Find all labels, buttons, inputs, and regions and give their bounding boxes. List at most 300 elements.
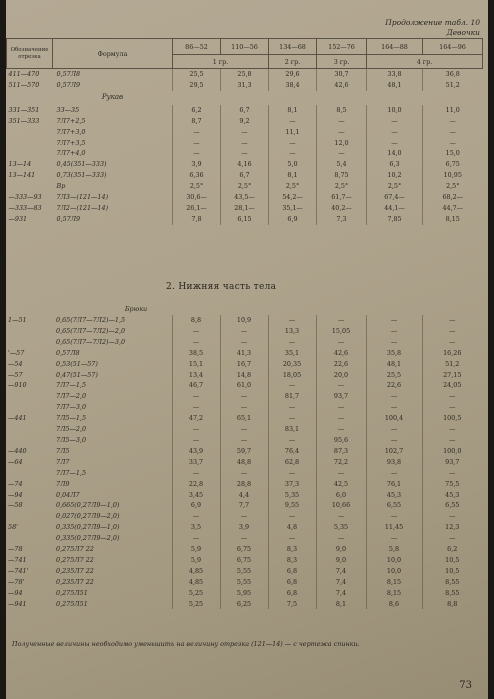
- value-cell: 10,66: [316, 500, 366, 511]
- table-row: [6, 315, 482, 326]
- value-cell: —: [172, 468, 220, 479]
- value-cell: 46,7: [172, 380, 220, 391]
- value-cell: —: [422, 402, 482, 413]
- value-cell: —: [366, 391, 422, 402]
- value-cell: —: [172, 511, 220, 522]
- value-cell: —: [316, 337, 366, 348]
- value-cell: 7,4: [316, 577, 366, 588]
- value-cell: 9,0: [316, 544, 366, 555]
- value-cell: 8,15: [366, 588, 422, 599]
- table-row: [7, 116, 483, 127]
- value-cell: —: [366, 326, 422, 337]
- value-cell: —: [172, 402, 220, 413]
- formula-cell: 0,04Л7: [56, 490, 80, 499]
- value-cell: 8,75: [317, 170, 367, 181]
- table-row: [6, 588, 482, 599]
- value-cell: 54,2—: [269, 192, 317, 203]
- value-cell: 51,2: [423, 80, 483, 91]
- segment-code: 1—51: [8, 316, 27, 324]
- value-cell: —: [220, 511, 268, 522]
- value-cell: 6,2: [422, 544, 482, 555]
- value-cell: 6,15: [221, 214, 269, 225]
- value-cell: 8,3: [268, 555, 316, 566]
- value-cell: 10,0: [366, 566, 422, 577]
- formula-cell: 0,335(0,27Л9—1,0): [56, 523, 120, 532]
- value-cell: 22,6: [316, 359, 366, 370]
- value-cell: 20,0: [316, 370, 366, 381]
- formula-cell: 0,235Л7 22: [56, 577, 94, 586]
- value-cell: —: [220, 391, 268, 402]
- segment-code: '—57: [8, 348, 25, 357]
- table-row: [6, 337, 482, 348]
- value-cell: 25,5: [173, 69, 221, 80]
- table-row: [7, 214, 483, 225]
- table-row: [6, 380, 482, 391]
- value-cell: 100,4: [366, 413, 422, 424]
- value-cell: —: [221, 138, 269, 149]
- value-cell: —: [268, 468, 316, 479]
- value-cell: —: [173, 148, 221, 159]
- table-row: [7, 80, 483, 91]
- value-cell: —: [268, 337, 316, 348]
- table-row: [6, 413, 482, 424]
- value-cell: —: [172, 391, 220, 402]
- segment-code: [6, 511, 52, 522]
- value-cell: 5,4: [317, 159, 367, 170]
- value-cell: 6,36: [173, 170, 221, 181]
- value-cell: 43,9: [172, 446, 220, 457]
- value-cell: 12,0: [317, 138, 367, 149]
- value-cell: 81,7: [268, 391, 316, 402]
- value-cell: —: [366, 315, 422, 326]
- formula-column-header: Формула: [53, 39, 173, 69]
- table-row: [6, 555, 482, 566]
- value-cell: 20,35: [268, 359, 316, 370]
- formula-cell: 0,65(7Л7—7Л2)—1,5: [56, 316, 126, 324]
- value-cell: 22,8: [172, 479, 220, 490]
- formula-cell: 7Л7+3,0: [56, 127, 86, 136]
- value-cell: —: [422, 435, 482, 446]
- formula-cell: 0,275Л7 22: [56, 545, 94, 554]
- value-cell: —: [172, 533, 220, 544]
- value-cell: 5,25: [172, 588, 220, 599]
- value-cell: 10,5: [422, 566, 482, 577]
- value-cell: 7,85: [367, 214, 423, 225]
- value-cell: 35,1—: [269, 203, 317, 214]
- value-cell: 5,8: [366, 544, 422, 555]
- value-cell: 8,7: [173, 116, 221, 127]
- formula-cell: 7Л5: [56, 446, 70, 455]
- value-cell: 9,55: [268, 500, 316, 511]
- value-cell: 8,15: [366, 577, 422, 588]
- formula-cell: 0,53(51—57): [56, 359, 98, 368]
- value-cell: 40,2—: [317, 203, 367, 214]
- formula-cell: 7Л7: [56, 457, 70, 466]
- value-cell: 5,9: [172, 544, 220, 555]
- value-cell: 10,5: [422, 555, 482, 566]
- value-cell: 43,5—: [221, 192, 269, 203]
- value-cell: 4,8: [268, 522, 316, 533]
- table-row: [7, 181, 483, 192]
- table-row: [6, 533, 482, 544]
- value-cell: —: [366, 533, 422, 544]
- value-cell: 4,16: [221, 159, 269, 170]
- value-cell: 6,0: [316, 490, 366, 501]
- value-cell: 6,55: [366, 500, 422, 511]
- value-cell: 6,8: [268, 566, 316, 577]
- segment-code: —58: [8, 501, 23, 510]
- value-cell: 10,2: [367, 170, 423, 181]
- formula-cell: 0,275Л51: [56, 599, 88, 608]
- value-cell: 28,8: [220, 479, 268, 490]
- value-cell: 75,5: [422, 479, 482, 490]
- value-cell: 48,8: [220, 457, 268, 468]
- value-cell: 10,0: [366, 555, 422, 566]
- value-cell: 7,8: [173, 214, 221, 225]
- value-cell: —: [317, 148, 367, 159]
- value-cell: 93,7: [422, 457, 482, 468]
- value-cell: 8,6: [366, 599, 422, 610]
- segment-code: —910: [8, 381, 27, 390]
- value-cell: 8,8: [422, 599, 482, 610]
- formula-cell: 0,65(7Л7—7Л2)—3,0: [56, 337, 126, 346]
- value-cell: 62,8: [268, 457, 316, 468]
- value-cell: —: [317, 127, 367, 138]
- segment-code: —57: [8, 370, 23, 379]
- formula-cell: 0,235Л7 22: [56, 566, 94, 575]
- value-cell: 10,0: [367, 105, 423, 116]
- value-cell: 7,4: [316, 588, 366, 599]
- group-1-header: 1 гр.: [173, 55, 269, 69]
- value-cell: 5,95: [220, 588, 268, 599]
- size-column-5: 164—88: [367, 39, 423, 55]
- value-cell: —: [172, 424, 220, 435]
- value-cell: 93,8: [366, 457, 422, 468]
- value-cell: —: [423, 116, 483, 127]
- group-4-header: 4 гр.: [367, 55, 483, 69]
- measurements-table-lower: [6, 303, 482, 609]
- code-column-header: Обозначение отрезка: [7, 39, 53, 69]
- value-cell: 2,5°: [269, 181, 317, 192]
- formula-cell: 0,57Л9: [56, 80, 81, 89]
- value-cell: 15,05: [316, 326, 366, 337]
- formula-cell: 7Л5—1,5: [56, 414, 87, 423]
- value-cell: 31,3: [221, 80, 269, 91]
- value-cell: 36,8: [423, 69, 483, 80]
- value-cell: 87,3: [316, 446, 366, 457]
- value-cell: 72,2: [316, 457, 366, 468]
- value-cell: 48,1: [367, 80, 423, 91]
- value-cell: 10,9: [220, 315, 268, 326]
- segment-code: —931: [8, 214, 28, 223]
- value-cell: —: [366, 468, 422, 479]
- formula-cell: 7Л7—1,5: [56, 381, 87, 390]
- formula-cell: 0,65(7Л7—7Л2)—2,0: [56, 326, 126, 335]
- segment-code: [7, 127, 53, 138]
- value-cell: 13,3: [268, 326, 316, 337]
- value-cell: —: [220, 424, 268, 435]
- segment-code: 511—570: [8, 80, 40, 89]
- value-cell: 8,1: [269, 170, 317, 181]
- value-cell: 5,9: [172, 555, 220, 566]
- segment-code: [7, 181, 53, 192]
- value-cell: 2,5°: [221, 181, 269, 192]
- formula-cell: 0,73(351—333): [56, 171, 107, 180]
- segment-code: [6, 468, 52, 479]
- segment-code: —333—83: [8, 203, 42, 212]
- value-cell: —: [268, 435, 316, 446]
- value-cell: 44,7—: [423, 203, 483, 214]
- value-cell: —: [366, 435, 422, 446]
- formula-cell: 0,665(0,27Л9—1,0): [56, 501, 120, 510]
- value-cell: —: [316, 315, 366, 326]
- value-cell: 29,6: [269, 69, 317, 80]
- value-cell: —: [423, 138, 483, 149]
- value-cell: —: [172, 337, 220, 348]
- table-row: [6, 435, 482, 446]
- value-cell: —: [268, 413, 316, 424]
- value-cell: 4,85: [172, 577, 220, 588]
- value-cell: 95,6: [316, 435, 366, 446]
- table-row: [7, 138, 483, 149]
- page-number: 73: [459, 680, 472, 691]
- segment-code: [7, 148, 53, 159]
- value-cell: 7,7: [220, 500, 268, 511]
- value-cell: 5,25: [172, 599, 220, 610]
- value-cell: —: [423, 127, 483, 138]
- value-cell: 8,3: [268, 544, 316, 555]
- size-column-3: 134—68: [269, 39, 317, 55]
- value-cell: 5,35: [268, 490, 316, 501]
- value-cell: —: [172, 435, 220, 446]
- value-cell: —: [422, 424, 482, 435]
- formula-cell: 0,57Л9: [56, 214, 81, 223]
- table-row: [6, 544, 482, 555]
- value-cell: 9,0: [316, 555, 366, 566]
- value-cell: 3,9: [220, 522, 268, 533]
- value-cell: —: [220, 326, 268, 337]
- value-cell: 35,8: [366, 348, 422, 359]
- continuation-label: Продолжение табл. 10: [385, 18, 480, 27]
- value-cell: 9,2: [221, 116, 269, 127]
- value-cell: —: [316, 533, 366, 544]
- value-cell: 6,75: [220, 544, 268, 555]
- measurements-table-upper: [6, 38, 483, 225]
- value-cell: 35,1: [268, 348, 316, 359]
- segment-code: —94: [8, 490, 23, 499]
- value-cell: —: [422, 468, 482, 479]
- formula-cell: 0,275Л7 22: [56, 555, 94, 564]
- segment-code: —54: [8, 359, 23, 368]
- value-cell: 24,05: [422, 380, 482, 391]
- formula-cell: 7Л5—2,0: [56, 425, 87, 434]
- value-cell: —: [316, 424, 366, 435]
- formula-cell: 7Л7+3,5: [56, 138, 86, 147]
- value-cell: 6,8: [268, 588, 316, 599]
- table-row: [6, 566, 482, 577]
- table-row: [7, 148, 483, 159]
- value-cell: 51,2: [422, 359, 482, 370]
- formula-cell: 0,275Л51: [56, 588, 88, 597]
- table-row: [6, 479, 482, 490]
- value-cell: —: [268, 315, 316, 326]
- segment-code: 351—333: [8, 116, 40, 125]
- value-cell: —: [367, 116, 423, 127]
- value-cell: 2,5°: [367, 181, 423, 192]
- table-row: [6, 402, 482, 413]
- value-cell: 102,7: [366, 446, 422, 457]
- value-cell: 6,75: [423, 159, 483, 170]
- size-column-1: 86—52: [173, 39, 221, 55]
- table-row: [7, 105, 483, 116]
- value-cell: 8,8: [172, 315, 220, 326]
- value-cell: 6,3: [367, 159, 423, 170]
- formula-cell: 7Л7—2,0: [56, 392, 87, 401]
- segment-code: [6, 402, 52, 413]
- value-cell: —: [366, 424, 422, 435]
- segment-code: 411—470: [8, 70, 40, 78]
- value-cell: 33,7: [172, 457, 220, 468]
- formula-cell: 0,45(351—333): [56, 160, 107, 169]
- value-cell: —: [422, 326, 482, 337]
- value-cell: 7,3: [317, 214, 367, 225]
- segment-code: —440: [8, 446, 27, 455]
- value-cell: —: [268, 533, 316, 544]
- value-cell: 6,25: [220, 599, 268, 610]
- value-cell: 2,5°: [317, 181, 367, 192]
- value-cell: —: [172, 326, 220, 337]
- table-row: [6, 577, 482, 588]
- table-row: [6, 424, 482, 435]
- table-row: [6, 511, 482, 522]
- formula-cell: 7Л2—(121—14): [56, 203, 109, 212]
- value-cell: 11,0: [423, 105, 483, 116]
- value-cell: 65,1: [220, 413, 268, 424]
- value-cell: 10,95: [423, 170, 483, 181]
- formula-cell: 0,47(51—57): [56, 370, 98, 379]
- value-cell: 8,15: [423, 214, 483, 225]
- value-cell: 61,0: [220, 380, 268, 391]
- value-cell: 48,1: [366, 359, 422, 370]
- table-row: [7, 170, 483, 181]
- table-row: [6, 359, 482, 370]
- segment-code: —333—93: [8, 193, 42, 202]
- segment-code: 58': [8, 523, 18, 532]
- segment-code: [6, 326, 52, 337]
- value-cell: —: [220, 435, 268, 446]
- table-row: [6, 522, 482, 533]
- table-header-note: [385, 18, 480, 38]
- value-cell: —: [316, 511, 366, 522]
- value-cell: 6,55: [422, 500, 482, 511]
- value-cell: 28,1—: [221, 203, 269, 214]
- value-cell: 47,2: [172, 413, 220, 424]
- table-row: [6, 370, 482, 381]
- formula-cell: 7Л7+4,0: [56, 149, 86, 158]
- value-cell: 15,0: [423, 148, 483, 159]
- value-cell: 12,3: [422, 522, 482, 533]
- value-cell: —: [316, 402, 366, 413]
- value-cell: 44,1—: [367, 203, 423, 214]
- value-cell: 61,7—: [317, 192, 367, 203]
- value-cell: 41,3: [220, 348, 268, 359]
- segment-code: [6, 391, 52, 402]
- value-cell: —: [422, 533, 482, 544]
- value-cell: 100,0: [422, 446, 482, 457]
- table-row: [7, 203, 483, 214]
- value-cell: 6,9: [269, 214, 317, 225]
- group-3-header: 3 гр.: [317, 55, 367, 69]
- value-cell: 7,4: [316, 566, 366, 577]
- value-cell: 26,1—: [173, 203, 221, 214]
- value-cell: 38,5: [172, 348, 220, 359]
- group-2-header: 2 гр.: [269, 55, 317, 69]
- table-row: [6, 599, 482, 610]
- value-cell: 14,8: [220, 370, 268, 381]
- value-cell: —: [316, 468, 366, 479]
- value-cell: 29,5: [173, 80, 221, 91]
- value-cell: 5,35: [316, 522, 366, 533]
- value-cell: —: [422, 511, 482, 522]
- value-cell: —: [366, 337, 422, 348]
- formula-cell: Вр: [56, 182, 66, 191]
- value-cell: —: [316, 413, 366, 424]
- value-cell: 5,55: [220, 577, 268, 588]
- value-cell: 6,9: [172, 500, 220, 511]
- formula-cell: 7Л3—(121—14): [56, 193, 109, 202]
- formula-cell: 0,027(0,27Л9—2,0): [56, 512, 120, 521]
- value-cell: —: [268, 511, 316, 522]
- value-cell: —: [366, 511, 422, 522]
- value-cell: —: [367, 138, 423, 149]
- value-cell: —: [269, 116, 317, 127]
- segment-code: —441: [8, 414, 27, 423]
- segment-code: 331—351: [8, 105, 40, 114]
- table-row: [6, 490, 482, 501]
- value-cell: 11,45: [366, 522, 422, 533]
- segment-code: [6, 533, 52, 544]
- value-cell: 13,4: [172, 370, 220, 381]
- value-cell: —: [367, 127, 423, 138]
- value-cell: 2,5°: [423, 181, 483, 192]
- value-cell: —: [220, 337, 268, 348]
- segment-code: [6, 337, 52, 348]
- formula-cell: 0,57Л8: [56, 348, 80, 357]
- table-row: [7, 127, 483, 138]
- value-cell: 22,6: [366, 380, 422, 391]
- section-trousers: Брюки: [124, 304, 148, 313]
- value-cell: 6,75: [220, 555, 268, 566]
- value-cell: —: [220, 402, 268, 413]
- segment-code: —741: [8, 555, 27, 564]
- value-cell: 68,2—: [423, 192, 483, 203]
- value-cell: —: [366, 402, 422, 413]
- value-cell: 45,3: [366, 490, 422, 501]
- value-cell: 45,3: [422, 490, 482, 501]
- segment-code: —74: [8, 479, 23, 488]
- value-cell: 100,5: [422, 413, 482, 424]
- value-cell: 5,0: [269, 159, 317, 170]
- value-cell: —: [268, 380, 316, 391]
- value-cell: 30,7: [317, 69, 367, 80]
- value-cell: 27,15: [422, 370, 482, 381]
- value-cell: 7,5: [268, 599, 316, 610]
- value-cell: 2,5°: [173, 181, 221, 192]
- value-cell: —: [220, 468, 268, 479]
- segment-code: 13—141: [8, 171, 36, 180]
- formula-cell: 0,335(0,27Л9—2,0): [56, 534, 120, 543]
- value-cell: —: [220, 533, 268, 544]
